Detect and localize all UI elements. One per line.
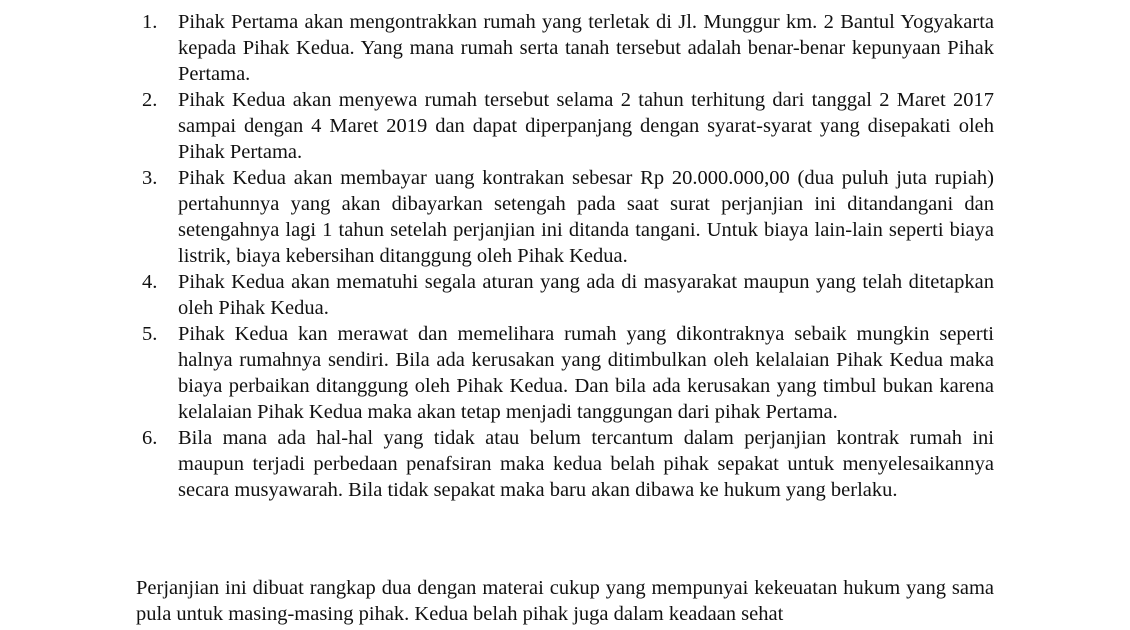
clause-number-label: 4. [142,271,158,293]
clause-number [134,87,178,113]
clause-number-label: 1. [142,11,158,33]
clause-item [134,165,994,269]
clause-item [134,9,994,87]
clause-number [134,269,178,295]
clause-number-label: 3. [142,167,158,189]
clause-text: Pihak Pertama akan mengontrakkan rumah yang terletak di Jl. Munggur km. 2 Bantul Yogyakarta kepada Pihak Kedua. Yang mana rumah serta tanah tersebut adalah benar-benar kepunyaan Pihak Pertama. [178,11,994,85]
clause-number [134,425,178,451]
clause-number-label: 5. [142,323,158,345]
clause-number [134,9,178,35]
clause-item [134,269,994,321]
clause-text: Bila mana ada hal-hal yang tidak atau belum tercantum dalam perjanjian kontrak rumah ini maupun terjadi perbedaan penafsiran maka kedua belah pihak sepakat untuk menyelesaikannya secara musyawarah. Bila tidak sepakat maka baru akan dibawa ke hukum yang berlaku. [178,427,994,501]
clause-list [134,9,994,503]
clause-text: Pihak Kedua kan merawat dan memelihara rumah yang dikontraknya sebaik mungkin seperti halnya rumahnya sendiri. Bila ada kerusakan yang ditimbulkan oleh kelalaian Pihak Kedua maka biaya perbaikan ditanggung oleh Pihak Kedua. Dan bila ada kerusakan yang timbul bukan karena kelalaian Pihak Kedua maka akan tetap menjadi tanggungan dari pihak Pertama. [178,323,994,423]
clause-number [134,321,178,347]
clause-item [134,425,994,503]
clause-text: Pihak Kedua akan mematuhi segala aturan yang ada di masyarakat maupun yang telah ditetapkan oleh Pihak Kedua. [178,271,994,319]
clause-item [134,87,994,165]
clause-number-label: 2. [142,89,158,111]
clause-number-label: 6. [142,427,158,449]
clause-number [134,165,178,191]
closing-paragraph: Perjanjian ini dibuat rangkap dua dengan materai cukup yang mempunyai kekeuatan hukum yang sama pula untuk masing-masing pihak. Kedua belah pihak juga dalam keadaan sehat [136,577,994,625]
clause-text: Pihak Kedua akan membayar uang kontrakan sebesar Rp 20.000.000,00 (dua puluh juta rupiah) pertahunnya yang akan dibayarkan setengah pada saat surat perjanjian ini ditandangani dan setengahnya lagi 1 tahun setelah perjanjian ini ditanda tangani. Untuk biaya lain-lain seperti biaya listrik, biaya kebersihan ditanggung oleh Pihak Kedua. [178,167,994,267]
clause-text: Pihak Kedua akan menyewa rumah tersebut selama 2 tahun terhitung dari tanggal 2 Maret 2017 sampai dengan 4 Maret 2019 dan dapat diperpanjang dengan syarat-syarat yang disepakati oleh Pihak Pertama. [178,89,994,163]
clause-item [134,321,994,425]
